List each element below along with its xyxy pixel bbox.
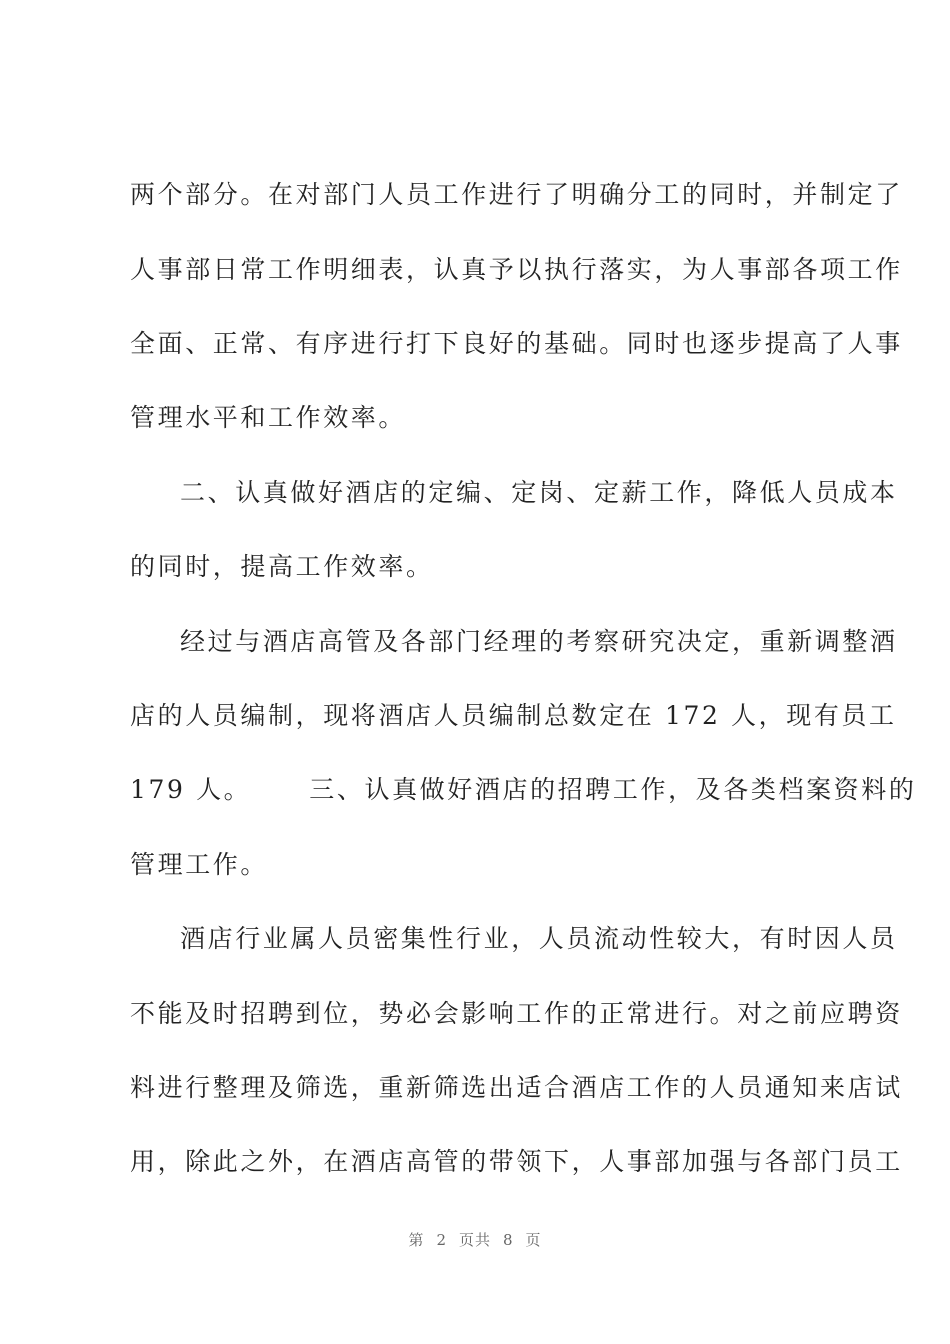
paragraph-line: 管理水平和工作效率。	[130, 403, 407, 432]
paragraph-line: 不能及时招聘到位，势必会影响工作的正常进行。对之前应聘资	[130, 999, 903, 1028]
paragraph-line: 全面、正常、有序进行打下良好的基础。同时也逐步提高了人事	[130, 329, 903, 358]
section-heading-line: 的同时，提高工作效率。	[130, 552, 434, 581]
paragraph-line: 经过与酒店高管及各部门经理的考察研究决定，重新调整酒	[180, 627, 898, 656]
page-footer	[0, 1229, 950, 1250]
paragraph-line-end: 179 人。	[130, 775, 252, 804]
section-heading-line: 二、认真做好酒店的定编、定岗、定薪工作，降低人员成本	[180, 478, 898, 507]
paragraph-line-mixed	[130, 773, 917, 807]
paragraph-line: 店的人员编制，现将酒店人员编制总数定在 172 人，现有员工	[130, 701, 897, 730]
paragraph-line: 料进行整理及筛选，重新筛选出适合酒店工作的人员通知来店试	[130, 1073, 903, 1102]
footer-suffix: 页	[525, 1231, 542, 1249]
footer-total-pages: 8	[503, 1231, 514, 1249]
footer-prefix: 第	[408, 1231, 425, 1249]
footer-page-number: 2	[436, 1231, 447, 1249]
footer-middle: 页共	[458, 1231, 491, 1249]
paragraph-line: 酒店行业属人员密集性行业，人员流动性较大，有时因人员	[180, 924, 898, 953]
section-heading-line: 管理工作。	[130, 850, 269, 879]
paragraph-line: 人事部日常工作明细表，认真予以执行落实，为人事部各项工作	[130, 255, 903, 284]
section-heading-line: 三、认真做好酒店的招聘工作，及各类档案资料的	[309, 775, 917, 804]
paragraph-line: 用，除此之外，在酒店高管的带领下，人事部加强与各部门员工	[130, 1147, 903, 1176]
paragraph-line: 两个部分。在对部门人员工作进行了明确分工的同时，并制定了	[130, 180, 903, 209]
